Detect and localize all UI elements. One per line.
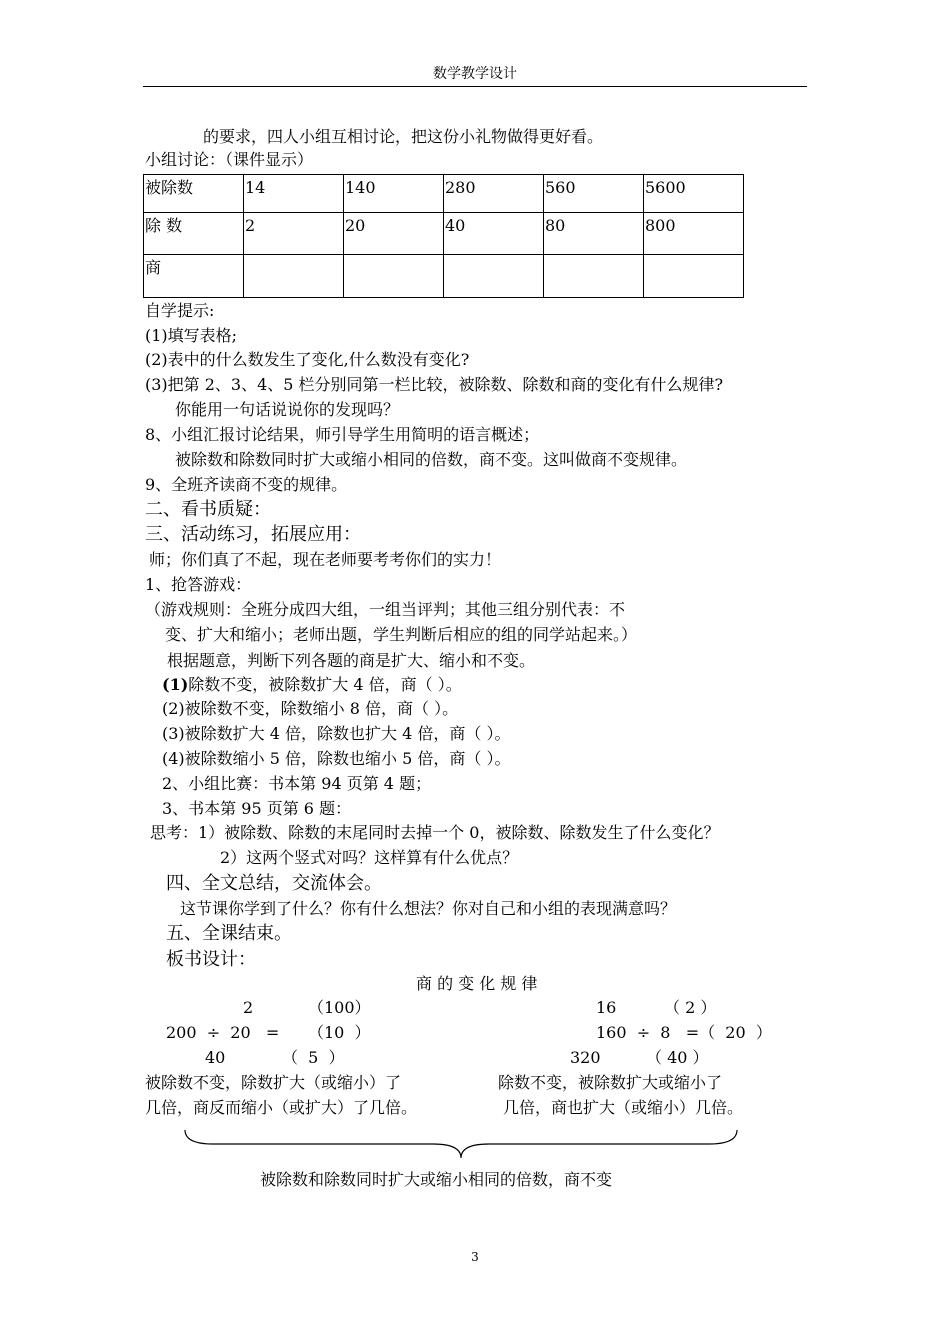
table-cell: 20	[344, 213, 444, 255]
question-1-text: 除数不变，被除数扩大 4 倍，商（ ）。	[188, 675, 462, 694]
group-contest: 2、小组比赛：书本第 94 页第 4 题；	[162, 774, 432, 793]
right-top-number: 16	[596, 998, 617, 1017]
table-cell: 商	[144, 255, 244, 298]
table-cell: 2	[244, 213, 344, 255]
question-2: (2)被除数不变，除数缩小 8 倍，商（ ）。	[162, 699, 459, 718]
left-bottom-number: 40	[205, 1048, 226, 1067]
page-header: 数学教学设计	[433, 66, 517, 82]
section-4-heading: 四、全文总结，交流体会。	[166, 873, 382, 894]
question-4: (4)被除数缩小 5 倍，除数也缩小 5 倍，商（ ）。	[162, 749, 511, 768]
tip-3-continued: 你能用一句话说说你的发现吗？	[175, 400, 400, 419]
right-bottom-number: 320	[570, 1048, 601, 1067]
rule-statement: 被除数和除数同时扩大或缩小相同的倍数，商不变。这叫做商不变规律。	[175, 450, 688, 469]
curly-brace	[183, 1126, 741, 1160]
intro-line: 的要求，四人小组互相讨论，把这份小礼物做得更好看。	[203, 127, 604, 146]
question-1-number: (1)	[162, 675, 189, 694]
header-rule	[143, 86, 807, 87]
right-description-2: 几倍，商也扩大（或缩小）几倍。	[503, 1098, 744, 1117]
table-cell: 被除数	[144, 175, 244, 213]
left-bottom-result: （ 5 ）	[282, 1048, 345, 1067]
board-design-title: 板书设计：	[166, 949, 256, 970]
table-cell: 800	[644, 213, 744, 255]
tip-1: (1)填写表格;	[145, 326, 238, 345]
section-5-heading: 五、全课结束。	[166, 923, 292, 944]
table-cell: 5600	[644, 175, 744, 213]
group-discussion-label: 小组讨论：（课件显示）	[145, 150, 314, 169]
section-2-heading: 二、看书质疑：	[145, 499, 271, 520]
page-number: 3	[471, 1250, 479, 1264]
left-description-1: 被除数不变，除数扩大（或缩小）了	[145, 1073, 402, 1092]
left-mid-result: （10 ）	[308, 1023, 371, 1042]
table-cell: 140	[344, 175, 444, 213]
table-cell: 280	[444, 175, 544, 213]
table-cell	[444, 255, 544, 298]
table-cell: 除 数	[144, 213, 244, 255]
table-cell: 560	[544, 175, 644, 213]
right-division-expression: 160 ÷ 8 =（ 20 ）	[596, 1023, 772, 1042]
tips-title: 自学提示:	[145, 301, 215, 320]
teacher-line: 师；你们真了不起，现在老师要考考你们的实力！	[149, 550, 502, 569]
think-question-1: 思考：1）被除数、除数的末尾同时去掉一个 0，被除数、除数发生了什么变化？	[150, 823, 720, 842]
table-cell	[344, 255, 444, 298]
right-top-result: （ 2 ）	[664, 998, 717, 1017]
table-cell: 14	[244, 175, 344, 213]
right-bottom-result: （ 40 ）	[646, 1048, 709, 1067]
board-conclusion: 被除数和除数同时扩大或缩小相同的倍数，商不变	[260, 1170, 613, 1189]
step-8: 8、小组汇报讨论结果，师引导学生用简明的语言概述；	[145, 425, 540, 444]
left-top-result: （100）	[308, 998, 371, 1017]
step-9: 9、全班齐读商不变的规律。	[145, 475, 348, 494]
division-table	[143, 174, 744, 298]
question-3: (3)被除数扩大 4 倍，除数也扩大 4 倍，商（ ）。	[162, 724, 511, 743]
game-rules-line-1: （游戏规则：全班分成四大组，一组当评判；其他三组分别代表：不	[145, 600, 626, 619]
tip-2: (2)表中的什么数发生了变化,什么数没有变化?	[145, 350, 470, 369]
section-4-question: 这节课你学到了什么？你有什么想法？你对自己和小组的表现满意吗？	[180, 899, 677, 918]
right-description-1: 除数不变，被除数扩大或缩小了	[498, 1073, 723, 1092]
judge-instruction: 根据题意，判断下列各题的商是扩大、缩小和不变。	[167, 651, 536, 670]
quiz-game-title: 1、抢答游戏：	[145, 575, 252, 594]
book-exercise: 3、书本第 95 页第 6 题：	[162, 799, 352, 818]
tip-3: (3)把第 2、3、4、5 栏分别同第一栏比较，被除数、除数和商的变化有什么规律?	[145, 375, 724, 394]
question-1	[162, 677, 462, 693]
section-3-heading: 三、活动练习，拓展应用：	[145, 524, 361, 545]
table-cell	[644, 255, 744, 298]
table-cell: 80	[544, 213, 644, 255]
table-cell	[544, 255, 644, 298]
left-description-2: 几倍，商反而缩小（或扩大）了几倍。	[145, 1098, 418, 1117]
table-cell	[244, 255, 344, 298]
game-rules-line-2: 变、扩大和缩小；老师出题，学生判断后相应的组的同学站起来。）	[165, 625, 638, 644]
board-heading: 商 的 变 化 规 律	[416, 974, 538, 993]
table-cell: 40	[444, 213, 544, 255]
left-division-expression: 200 ÷ 20 =	[166, 1023, 280, 1042]
left-top-number: 2	[243, 998, 254, 1017]
think-question-2: 2）这两个竖式对吗？这样算有什么优点？	[220, 848, 519, 867]
